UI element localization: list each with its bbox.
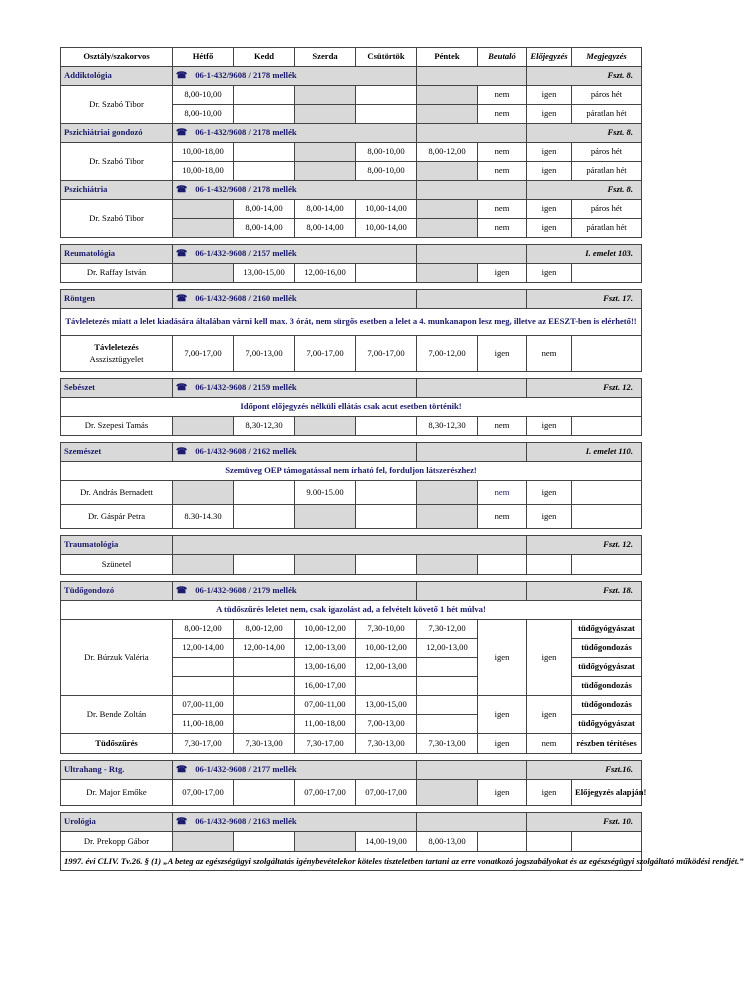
- table-row: Dr. Szepesi Tamás 8,30-12,30 8,30-12,30 nem igen: [61, 417, 642, 436]
- section-header-traumatologia: [61, 536, 642, 555]
- section-phone: ☎ 06-1/432-9608 / 2157 mellék: [173, 245, 417, 264]
- phone-icon: ☎: [176, 585, 188, 596]
- section-notice: Távleletezés miatt a lelet kiadására általában várni kell max. 3 órát, nem sürgős esetben a lelet a 4. munkanapon lesz meg, illetve az EESZT-ben is elérhető!!: [61, 309, 642, 336]
- section-phone: ☎ 06-1/432-9608 / 2179 mellék: [173, 582, 417, 601]
- table-row: Dr. Szabó Tibor 8,00-10,00 nem igen páros hét: [61, 86, 642, 105]
- doctor-name: Dr. Gáspár Petra: [61, 505, 173, 529]
- footer-row: [61, 852, 642, 871]
- doctor-name: Dr. Búrzuk Valéria: [61, 620, 173, 696]
- doctor-name: Dr. Szepesi Tamás: [61, 417, 173, 436]
- notice-row: [61, 309, 642, 336]
- table-row: 12,00-14,00 12,00-14,00 12,00-13,00 10,00-12,00 12,00-13,00 tüdőgondozás: [61, 639, 642, 658]
- section-phone: ☎ 06-1/432-9608 / 2163 mellék: [173, 813, 417, 832]
- section-header-pszichiatria: [61, 181, 642, 200]
- section-notice: Időpont előjegyzés nélküli ellátás csak acut esetben történik!: [61, 398, 642, 417]
- table-row: Dr. Gáspár Petra 8.30-14.30 nem igen: [61, 505, 642, 529]
- section-name: Pszichiátriai gondozó: [61, 124, 173, 143]
- section-phone: ☎ 06-1/432-9608 / 2159 mellék: [173, 379, 417, 398]
- section-location: I. emelet 110.: [527, 443, 642, 462]
- section-header-addiktologia: [61, 67, 642, 86]
- section-location: Fszt. 8.: [527, 67, 642, 86]
- section-header-rontgen: [61, 290, 642, 309]
- phone-icon: ☎: [176, 184, 188, 195]
- header-wednesday: Szerda: [295, 48, 356, 67]
- table-row: 8,00-14,00 8,00-14,00 10,00-14,00 nem igen páratlan hét: [61, 219, 642, 238]
- phone-icon: ☎: [176, 248, 188, 259]
- section-phone: ☎ 06-1/432-9608 / 2160 mellék: [173, 290, 417, 309]
- section-name: Urológia: [61, 813, 173, 832]
- notice-row: [61, 462, 642, 481]
- table-row: Dr. Szabó Tibor 8,00-14,00 8,00-14,00 10,00-14,00 nem igen páros hét: [61, 200, 642, 219]
- notice-row: [61, 398, 642, 417]
- header-monday: Hétfő: [173, 48, 234, 67]
- table-row: Tüdőszűrés 7,30-17,00 7,30-13,00 7,30-17,00 7,30-13,00 7,30-13,00 igen nem részben térítéses: [61, 734, 642, 754]
- table-row: Dr. Szabó Tibor 10,00-18,00 8,00-10,00 8,00-12,00 nem igen páros hét: [61, 143, 642, 162]
- header-appointment: Előjegyzés: [527, 48, 572, 67]
- table-row: Dr. Major Emőke 07,00-17,00 07,00-17,00 07,00-17,00 igen igen Előjegyzés alapján!: [61, 780, 642, 806]
- header-row: [61, 48, 642, 67]
- table-row: 8,00-10,00 nem igen páratlan hét: [61, 105, 642, 124]
- table-row: 10,00-18,00 8,00-10,00 nem igen páratlan hét: [61, 162, 642, 181]
- table-row: [61, 555, 642, 575]
- phone-icon: ☎: [176, 382, 188, 393]
- doctor-name: Dr. András Bernadett: [61, 481, 173, 505]
- section-name: Sebészet: [61, 379, 173, 398]
- table-row: 16,00-17,00 tüdőgondozás: [61, 677, 642, 696]
- section-location: Fszt. 18.: [527, 582, 642, 601]
- section-phone: ☎ 06-1-432/9608 / 2178 mellék: [173, 124, 417, 143]
- section-notice: Szemüveg OEP támogatással nem írható fel, forduljon látszerészhez!: [61, 462, 642, 481]
- section-name: Szemészet: [61, 443, 173, 462]
- section-name: Addiktológia: [61, 67, 173, 86]
- section-name: Reumatológia: [61, 245, 173, 264]
- phone-icon: ☎: [176, 70, 188, 81]
- table-row: Dr. Bende Zoltán 07,00-11,00 07,00-11,00 13,00-15,00 igen igen tüdőgondozás: [61, 696, 642, 715]
- schedule-grid: [60, 47, 744, 871]
- section-location: Fszt. 10.: [527, 813, 642, 832]
- section-name: Traumatológia: [61, 536, 173, 555]
- schedule-table: [60, 47, 744, 871]
- phone-icon: ☎: [176, 293, 188, 304]
- table-row: 11,00-18,00 11,00-18,00 7,00-13,00 tüdőgyógyászat: [61, 715, 642, 734]
- header-doctor: Osztály/szakorvos: [61, 48, 173, 67]
- phone-icon: ☎: [176, 764, 188, 775]
- section-phone: ☎ 06-1-432/9608 / 2178 mellék: [173, 67, 417, 86]
- header-friday: Péntek: [417, 48, 478, 67]
- section-location: Fszt. 12.: [527, 536, 642, 555]
- section-phone: ☎ 06-1/432-9608 / 2177 mellék: [173, 761, 417, 780]
- section-header-reumatologia: [61, 245, 642, 264]
- section-name: Ultrahang - Rtg.: [61, 761, 173, 780]
- section-name: Röntgen: [61, 290, 173, 309]
- section-name: Tüdőgondozó: [61, 582, 173, 601]
- section-location: Fszt. 8.: [527, 181, 642, 200]
- section-header-tudogondozo: [61, 582, 642, 601]
- section-header-ultrahang: [61, 761, 642, 780]
- section-location: Fszt. 17.: [527, 290, 642, 309]
- doctor-name: Dr. Raffay István: [61, 264, 173, 283]
- table-row: Távleletezés Asszisztügyelet 7,00-17,00 7,00-13,00 7,00-17,00 7,00-17,00 7,00-12,00 igen nem: [61, 336, 642, 372]
- header-tuesday: Kedd: [234, 48, 295, 67]
- doctor-name: Dr. Major Emőke: [61, 780, 173, 806]
- section-location: Fszt.16.: [527, 761, 642, 780]
- section-phone: ☎ 06-1/432-9608 / 2162 mellék: [173, 443, 417, 462]
- table-row: Dr. András Bernadett 9.00-15.00 nem igen: [61, 481, 642, 505]
- doctor-name: Dr. Szabó Tibor: [61, 200, 173, 238]
- section-header-pszichiatriai-gondozo: [61, 124, 642, 143]
- section-header-sebeszet: [61, 379, 642, 398]
- phone-icon: ☎: [176, 446, 188, 457]
- doctor-name: Szünetel: [61, 555, 173, 575]
- table-row: Dr. Búrzuk Valéria 8,00-12,00 8,00-12,00 10,00-12,00 7,30-10,00 7,30-12,00 igen igen tüdőgyógyászat: [61, 620, 642, 639]
- service-label: Távleletezés Asszisztügyelet: [61, 336, 173, 372]
- section-location: I. emelet 103.: [527, 245, 642, 264]
- header-thursday: Csütörtök: [356, 48, 417, 67]
- phone-icon: ☎: [176, 816, 188, 827]
- section-location: Fszt. 12.: [527, 379, 642, 398]
- service-label: Tüdőszűrés: [61, 734, 173, 754]
- doctor-name: Dr. Szabó Tibor: [61, 143, 173, 181]
- table-row: Dr. Prekopp Gábor 14,00-19,00 8,00-13,00: [61, 832, 642, 852]
- section-header-urologia: [61, 813, 642, 832]
- notice-row: [61, 601, 642, 620]
- table-row: 13,00-16,00 12,00-13,00 tüdőgyógyászat: [61, 658, 642, 677]
- service-sublabel: Asszisztügyelet: [89, 354, 144, 364]
- legal-footer: 1997. évi CLIV. Tv.26. § (1) „A beteg az egészségügyi szolgáltatás igénybevételekor köteles tiszteletben tartani az erre vonatkozó jogszabályokat és az egészségügyi szolgáltató működési rendjét.”: [61, 852, 642, 871]
- header-referral: Beutaló: [478, 48, 527, 67]
- section-notice: A tüdőszűrés leletet nem, csak igazolást ad, a felvételt követő 1 hét múlva!: [61, 601, 642, 620]
- section-header-szemeszet: [61, 443, 642, 462]
- section-name: Pszichiátria: [61, 181, 173, 200]
- doctor-name: Dr. Prekopp Gábor: [61, 832, 173, 852]
- table-row: Dr. Raffay István 13,00-15,00 12,00-16,00 igen igen: [61, 264, 642, 283]
- section-phone: ☎ 06-1-432/9608 / 2178 mellék: [173, 181, 417, 200]
- doctor-name: Dr. Bende Zoltán: [61, 696, 173, 734]
- header-note: Megjegyzés: [572, 48, 642, 67]
- phone-icon: ☎: [176, 127, 188, 138]
- section-location: Fszt. 8.: [527, 124, 642, 143]
- doctor-name: Dr. Szabó Tibor: [61, 86, 173, 124]
